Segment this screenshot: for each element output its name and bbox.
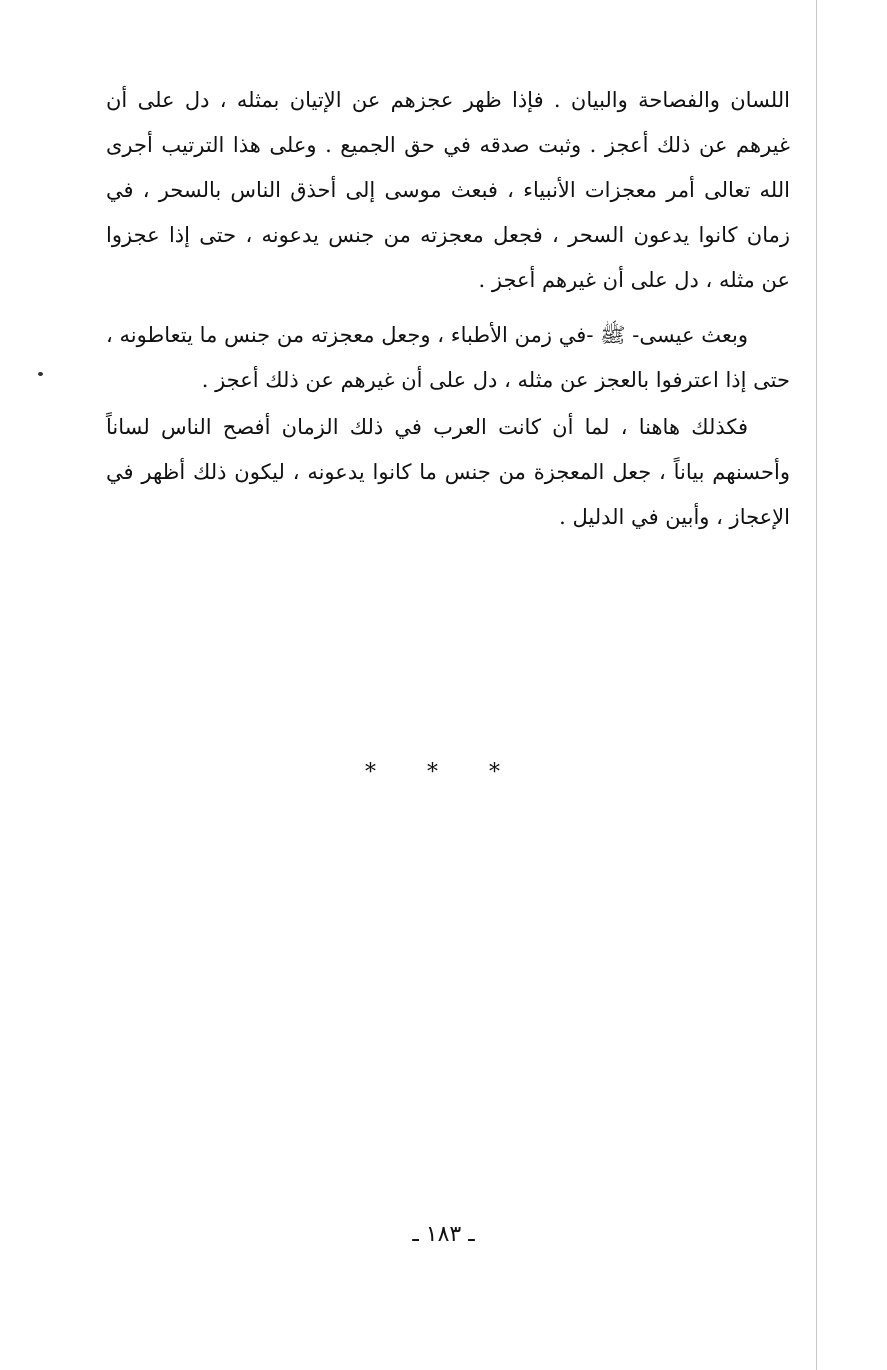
section-separator: * * * (365, 760, 522, 785)
page-edge-line (816, 0, 817, 1370)
body-text (106, 78, 790, 540)
paragraph-1: اللسان والفصاحة والبيان . فإذا ظهر عجزهم عن الإتيان بمثله ، دل على أن غيرهم عن ذلك أعجز . وثبت صدقه في حق الجميع . وعلى هذا الترتيب أجرى الله تعالى أمر معجزات الأنبياء ، فبعث موسى إلى أحذق الناس بالسحر ، في زمان كانوا يدعون السحر ، فجعل معجزته من جنس يدعونه ، حتى إذا عجزوا عن مثله ، دل على أن غيرهم أعجز . (106, 88, 790, 292)
page-number: ـ ١٨٣ ـ (412, 1222, 475, 1247)
scan-speck (38, 372, 43, 376)
paragraph-2: وبعث عيسى- ﷺ -في زمن الأطباء ، وجعل معجزته من جنس ما يتعاطونه ، حتى إذا اعترفوا بالعجز عن مثله ، دل على أن غيرهم عن ذلك أعجز . (106, 323, 790, 392)
paragraph-3: فكذلك هاهنا ، لما أن كانت العرب في ذلك الزمان أفصح الناس لساناً وأحسنهم بياناً ، جعل المعجزة من جنس ما كانوا يدعونه ، ليكون ذلك أظهر في الإعجاز ، وأبين في الدليل . (106, 415, 790, 529)
